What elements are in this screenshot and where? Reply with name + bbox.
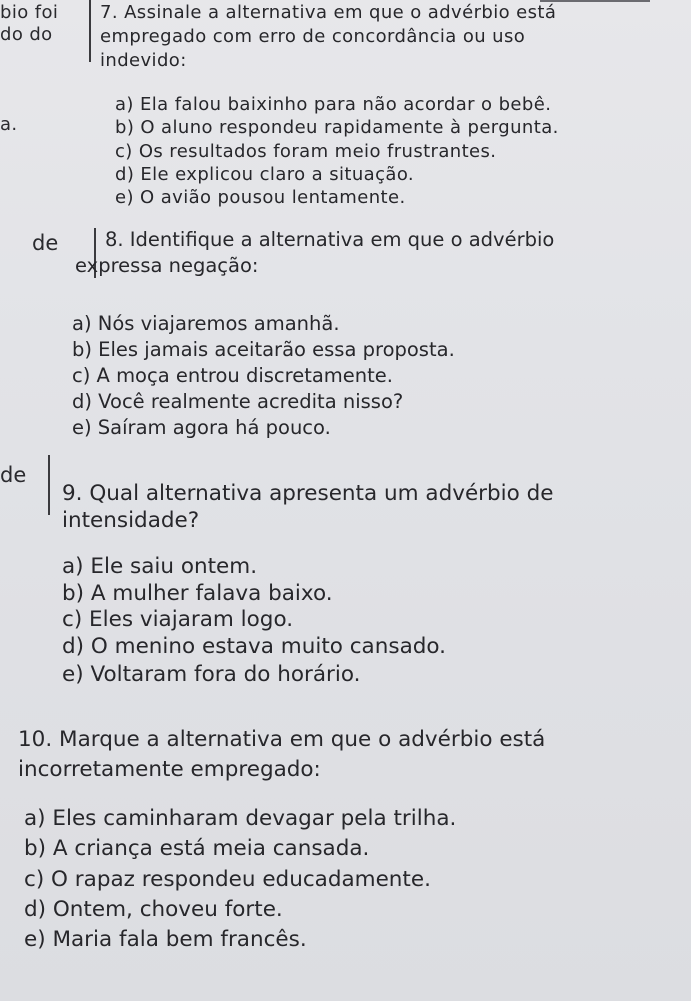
question-stem-line: intensidade? <box>62 508 200 533</box>
option-c: c) Eles viajaram logo. <box>62 607 294 632</box>
question-stem-line: 10. Marque a alternativa em que o advérbio está <box>18 727 546 752</box>
option-e: e) Maria fala bem francês. <box>24 927 307 952</box>
column-divider <box>89 0 91 62</box>
question-stem-line: 7. Assinale a alternativa em que o advérbio está <box>100 2 557 23</box>
question-stem-line: expressa negação: <box>75 254 259 277</box>
question-stem-line: empregado com erro de concordância ou uso <box>100 26 526 47</box>
left-fragment: bio foi <box>0 2 59 23</box>
left-fragment: do do <box>0 24 53 45</box>
option-b: b) Eles jamais aceitarão essa proposta. <box>72 338 455 361</box>
question-stem-line: incorretamente empregado: <box>18 757 321 782</box>
top-rule <box>540 0 650 2</box>
left-fragment: de <box>0 463 27 487</box>
left-fragment: de <box>32 231 59 255</box>
option-d: d) Ontem, choveu forte. <box>24 897 283 922</box>
option-d: d) O menino estava muito cansado. <box>62 634 446 659</box>
option-e: e) Saíram agora há pouco. <box>72 416 331 439</box>
option-a: a) Ele saiu ontem. <box>62 554 258 579</box>
option-b: b) A criança está meia cansada. <box>24 836 370 861</box>
option-b: b) O aluno respondeu rapidamente à pergunta. <box>115 117 559 138</box>
option-c: c) Os resultados foram meio frustrantes. <box>115 141 497 162</box>
option-c: c) O rapaz respondeu educadamente. <box>24 867 431 892</box>
option-a: a) Ela falou baixinho para não acordar o bebê. <box>115 94 552 115</box>
option-b: b) A mulher falava baixo. <box>62 581 333 606</box>
column-divider <box>48 455 50 515</box>
option-e: e) O avião pousou lentamente. <box>115 187 406 208</box>
option-d: d) Ele explicou claro a situação. <box>115 164 415 185</box>
question-stem-line: indevido: <box>100 50 187 71</box>
option-a: a) Eles caminharam devagar pela trilha. <box>24 806 457 831</box>
option-e: e) Voltaram fora do horário. <box>62 662 361 687</box>
left-fragment: a. <box>0 114 18 135</box>
option-c: c) A moça entrou discretamente. <box>72 364 393 387</box>
option-d: d) Você realmente acredita nisso? <box>72 390 404 413</box>
question-stem-line: 9. Qual alternativa apresenta um advérbio de <box>62 481 554 506</box>
question-stem-line: 8. Identifique a alternativa em que o advérbio <box>105 228 555 251</box>
option-a: a) Nós viajaremos amanhã. <box>72 312 340 335</box>
